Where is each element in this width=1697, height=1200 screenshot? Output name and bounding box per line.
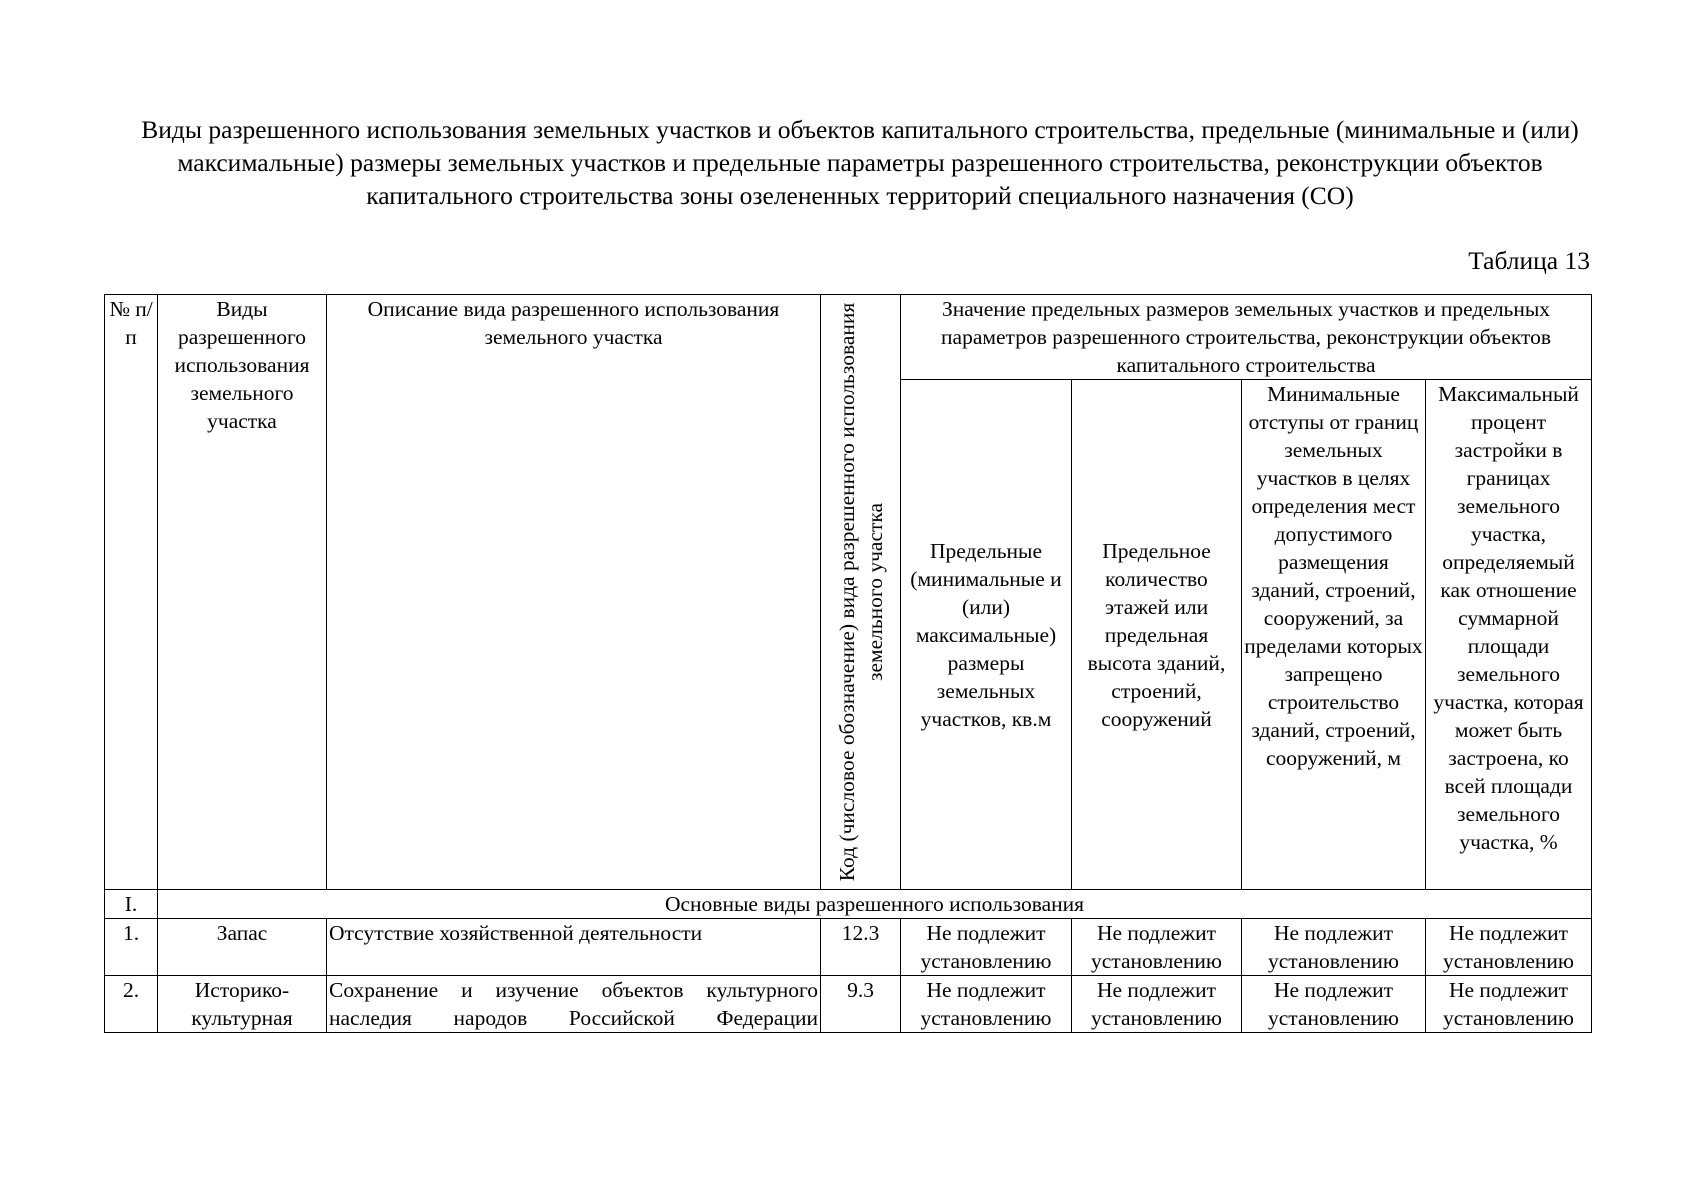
- header-size: Предельные (минимальные и (или) максимальные) размеры земельных участков, кв.м: [901, 380, 1072, 890]
- header-description: Описание вида разрешенного использования земельного участка: [327, 295, 821, 890]
- row-num: 1.: [105, 919, 158, 976]
- section-title: Основные виды разрешенного использования: [158, 890, 1592, 919]
- header-coverage: Максимальный процент застройки в границах земельного участка, определяемый как отношение суммарной площади земельного участка, которая может быть застроена, ко всей площади земельного участка, %: [1426, 380, 1592, 890]
- row-coverage: Не подлежит установлению: [1426, 976, 1592, 1033]
- document-title: Виды разрешенного использования земельных участков и объектов капитального строительства, предельные (минимальные и (или) максимальные) размеры земельных участков и предельные параметры разрешенного строительства, реконструкции объектов капитального строительства зоны озелененных территорий специального назначения (СО): [141, 115, 1579, 210]
- row-description: Отсутствие хозяйственной деятельности: [327, 919, 821, 976]
- header-num: № п/п: [105, 295, 158, 890]
- table-number: Таблица 13: [1468, 246, 1590, 275]
- row-setback: Не подлежит установлению: [1242, 976, 1426, 1033]
- header-code: [821, 295, 901, 890]
- row-num: 2.: [105, 976, 158, 1033]
- header-row-1: [105, 295, 1592, 380]
- header-limits-group: Значение предельных размеров земельных участков и предельных параметров разрешенного строительства, реконструкции объектов капитального строительства: [901, 295, 1592, 380]
- header-setback: Минимальные отступы от границ земельных участков в целях определения мест допустимого размещения зданий, строений, сооружений, за пределами которых запрещено строительство зданий, строений, сооружений, м: [1242, 380, 1426, 890]
- row-size: Не подлежит установлению: [901, 919, 1072, 976]
- header-floors: Предельное количество этажей или предельная высота зданий, строений, сооружений: [1072, 380, 1242, 890]
- row-code: 12.3: [821, 919, 901, 976]
- row-setback: Не подлежит установлению: [1242, 919, 1426, 976]
- row-coverage: Не подлежит установлению: [1426, 919, 1592, 976]
- section-row: [105, 890, 1592, 919]
- row-code: 9.3: [821, 976, 901, 1033]
- row-floors: Не подлежит установлению: [1072, 919, 1242, 976]
- row-floors: Не подлежит установлению: [1072, 976, 1242, 1033]
- table-row: [105, 919, 1592, 976]
- header-kind: Виды разрешенного использования земельного участка: [158, 295, 327, 890]
- zoning-table: [104, 294, 1592, 1033]
- row-kind: Историко-культурная: [158, 976, 327, 1033]
- section-num: I.: [105, 890, 158, 919]
- row-size: Не подлежит установлению: [901, 976, 1072, 1033]
- header-code-text: Код (числовое обозначение) вида разрешенного использования земельного участка: [834, 302, 887, 882]
- row-description: Сохранение и изучение объектов культурного наследия народов Российской Федерации: [327, 976, 821, 1033]
- table-row: [105, 976, 1592, 1033]
- row-kind: Запас: [158, 919, 327, 976]
